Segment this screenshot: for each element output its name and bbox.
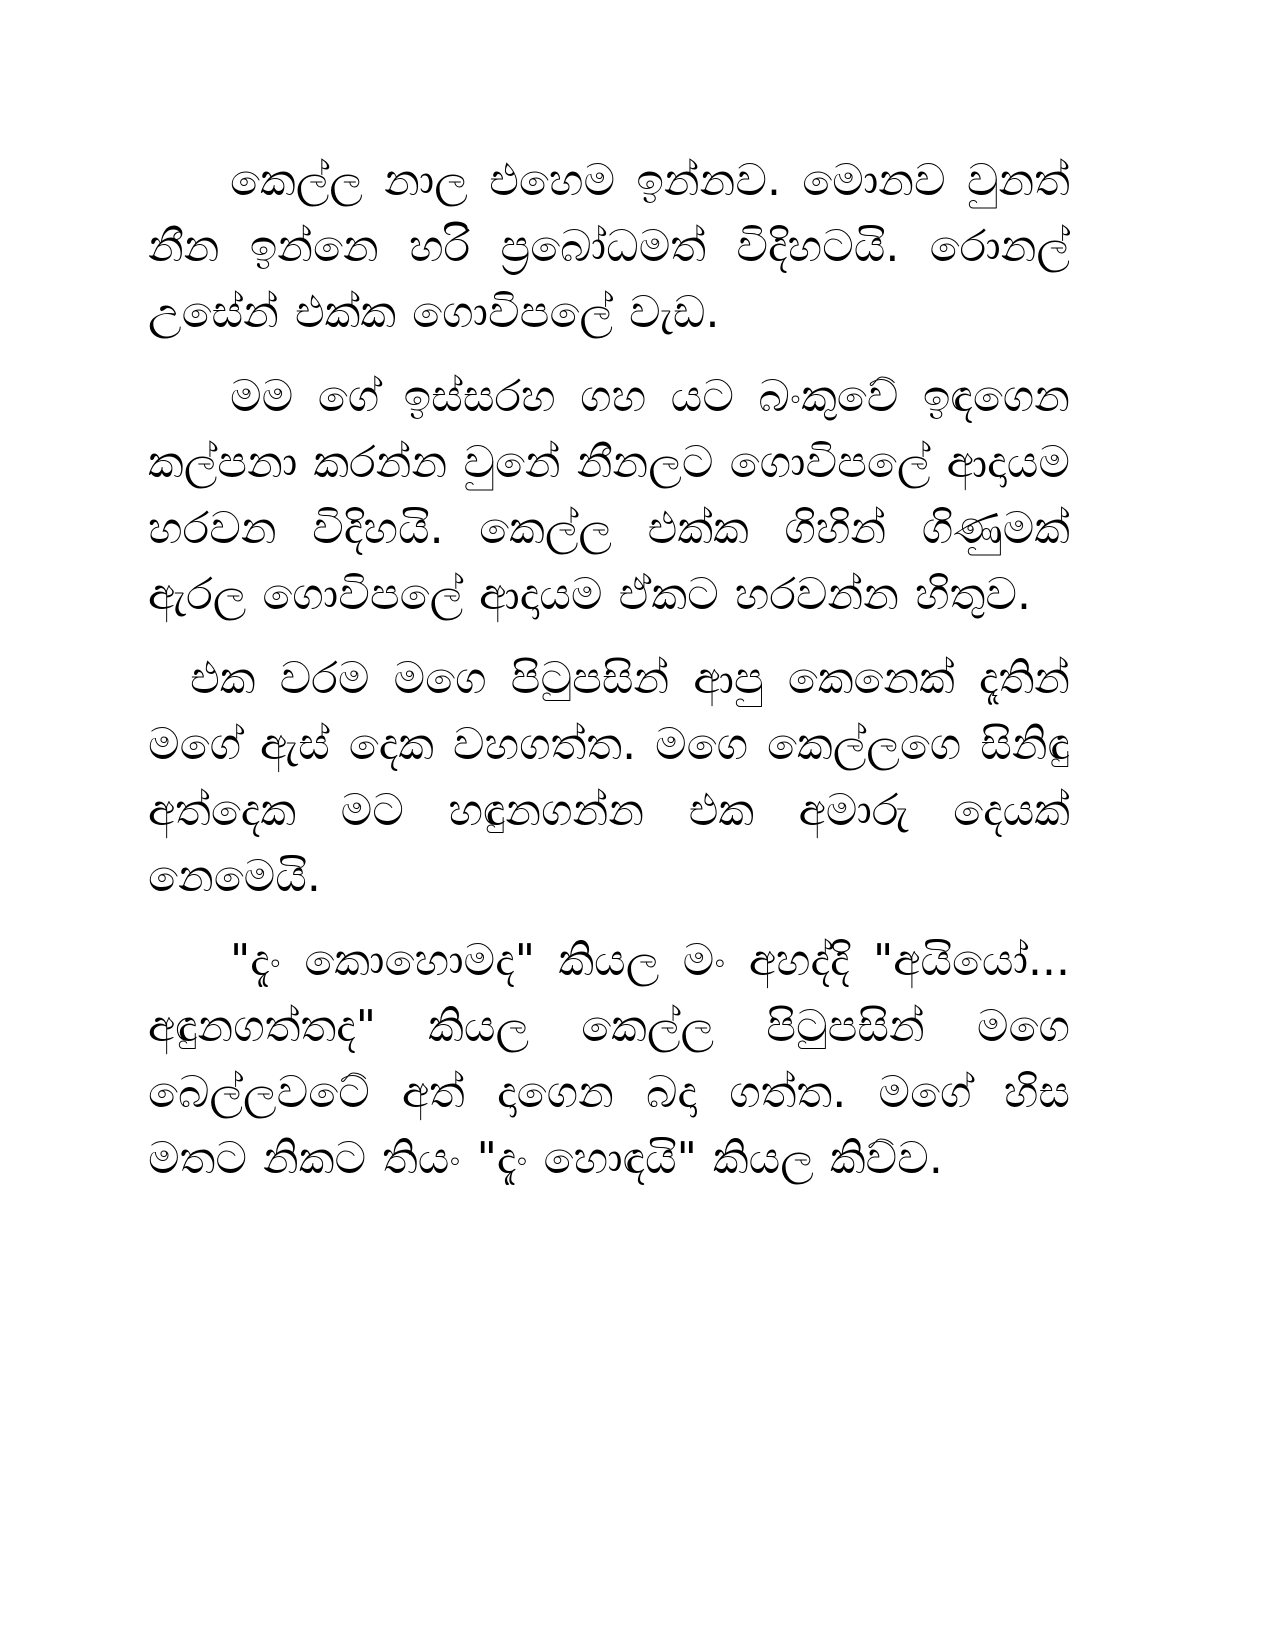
paragraph-4: "දැං කොහොමද" කියල මං අහද්දි "අයියෝ... අඳුනගත්තද" කියල කෙල්ල පිටුපසින් මගෙ බෙල්ලවටේ අත් දාගෙන බදා ගත්ත. මගේ හිස මතට නිකට තියං "දැං හොඳයි" කියල කිව්ව. bbox=[148, 935, 1070, 1184]
paragraph-2: මම ගේ ඉස්සරහ ගහ යට බංකුවේ ඉඳගෙන කල්පනා කරන්න වුනේ නීනලට ගොවිපලේ ආදායම හරවන විදිහයි. කෙල්ල එක්ක ගිහින් ගිණුමක් ඇරල ගොවිපලේ ආදායම ඒකට හරවන්න හිතුව. bbox=[148, 371, 1070, 620]
story-text bbox=[148, 148, 1070, 1192]
paragraph-3: එක වරම මගෙ පිටුපසින් ආපු කෙනෙක් දෑතින් මගේ ඇස් දෙක වහගත්ත. මගෙ කෙල්ලගෙ සිනිඳු අත්දෙක මට හඳුනගන්න එක අමාරු දෙයක් නෙමෙයි. bbox=[148, 653, 1070, 902]
paragraph-1: කෙල්ල නාල එහෙම ඉන්නව. මොනව වුනත් නීන ඉන්නෙ හරි ප්‍රබෝධමත් විදිහටයි. රොනල් උසේන් එක්ක ගොවිපලේ වැඩ. bbox=[148, 155, 1070, 338]
